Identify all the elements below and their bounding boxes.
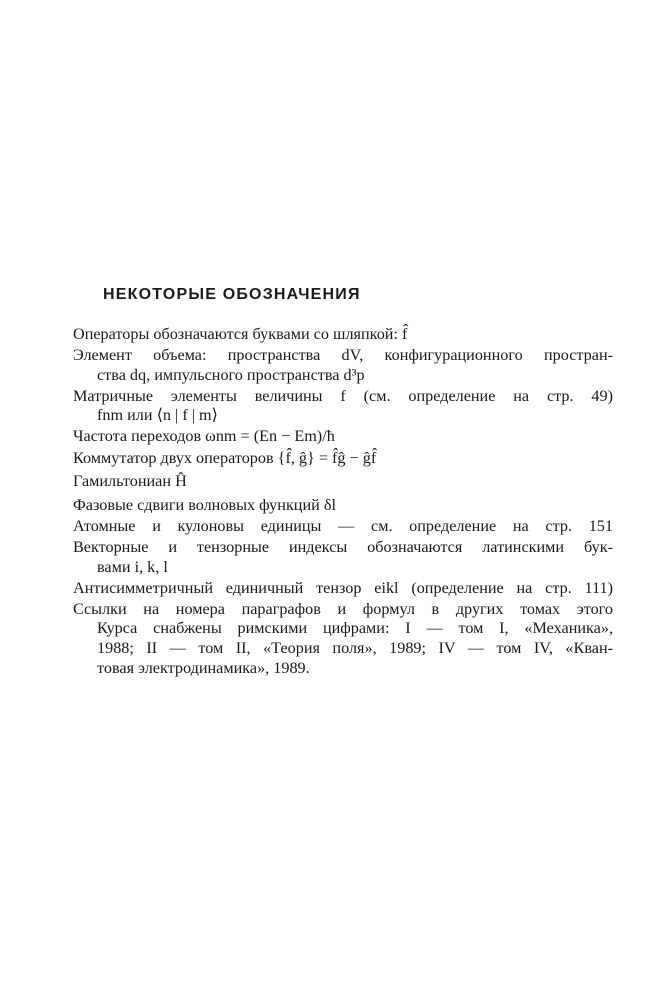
entry-matrix-elements [73, 387, 613, 426]
entry-line: Элемент объема: пространства dV, конфигурационного простран- [73, 346, 613, 365]
entry-line: Антисимметричный единичный тензор eikl (определение на стр. 111) [73, 578, 613, 597]
entry-line: Гамильтониан Ĥ [73, 472, 187, 491]
entry-line: Курса снабжены римскими цифрами: I — том I, «Механика», [97, 619, 613, 638]
entry-commutator [73, 449, 613, 469]
entry-line: Атомные и кулоновы единицы — см. определение на стр. 151 [73, 516, 613, 535]
entry-line: ства dq, импульсного пространства d³p [97, 365, 365, 384]
entry-volume-references [73, 600, 613, 678]
entry-line: Ссылки на номера параграфов и формул в других томах этого [73, 599, 613, 618]
entry-line: fnm или ⟨n | f | m⟩ [97, 406, 218, 425]
entry-phase-shifts [73, 496, 613, 516]
entry-indices [73, 538, 613, 577]
entry-transition-frequency [73, 427, 613, 447]
entry-volume-element [73, 346, 613, 385]
entry-line: Фазовые сдвиги волновых функций δl [73, 495, 336, 514]
entry-line: Частота переходов ωnm = (En − Em)/ħ [73, 427, 335, 446]
entry-line: вами i, k, l [97, 557, 168, 576]
entry-operators [73, 325, 613, 345]
entry-line: товая электродинамика», 1989. [97, 658, 310, 677]
entry-line: Операторы обозначаются буквами со шляпкой: f̂ [73, 325, 408, 343]
entry-line: 1988; II — том II, «Теория поля», 1989; IV — том IV, «Кван- [97, 638, 613, 657]
entry-hamiltonian [73, 472, 613, 492]
entry-line: Коммутатор двух операторов {f̂, ĝ} = f̂ĝ − ĝf̂ [73, 448, 377, 467]
entry-atomic-units [73, 517, 613, 537]
entry-antisymmetric-tensor [73, 579, 613, 599]
notation-list [73, 325, 613, 680]
page-title: НЕКОТОРЫЕ ОБОЗНАЧЕНИЯ [103, 286, 361, 303]
entry-line: Векторные и тензорные индексы обозначаются латинскими бук- [73, 537, 613, 556]
entry-line: Матричные элементы величины f (см. определение на стр. 49) [73, 386, 613, 405]
